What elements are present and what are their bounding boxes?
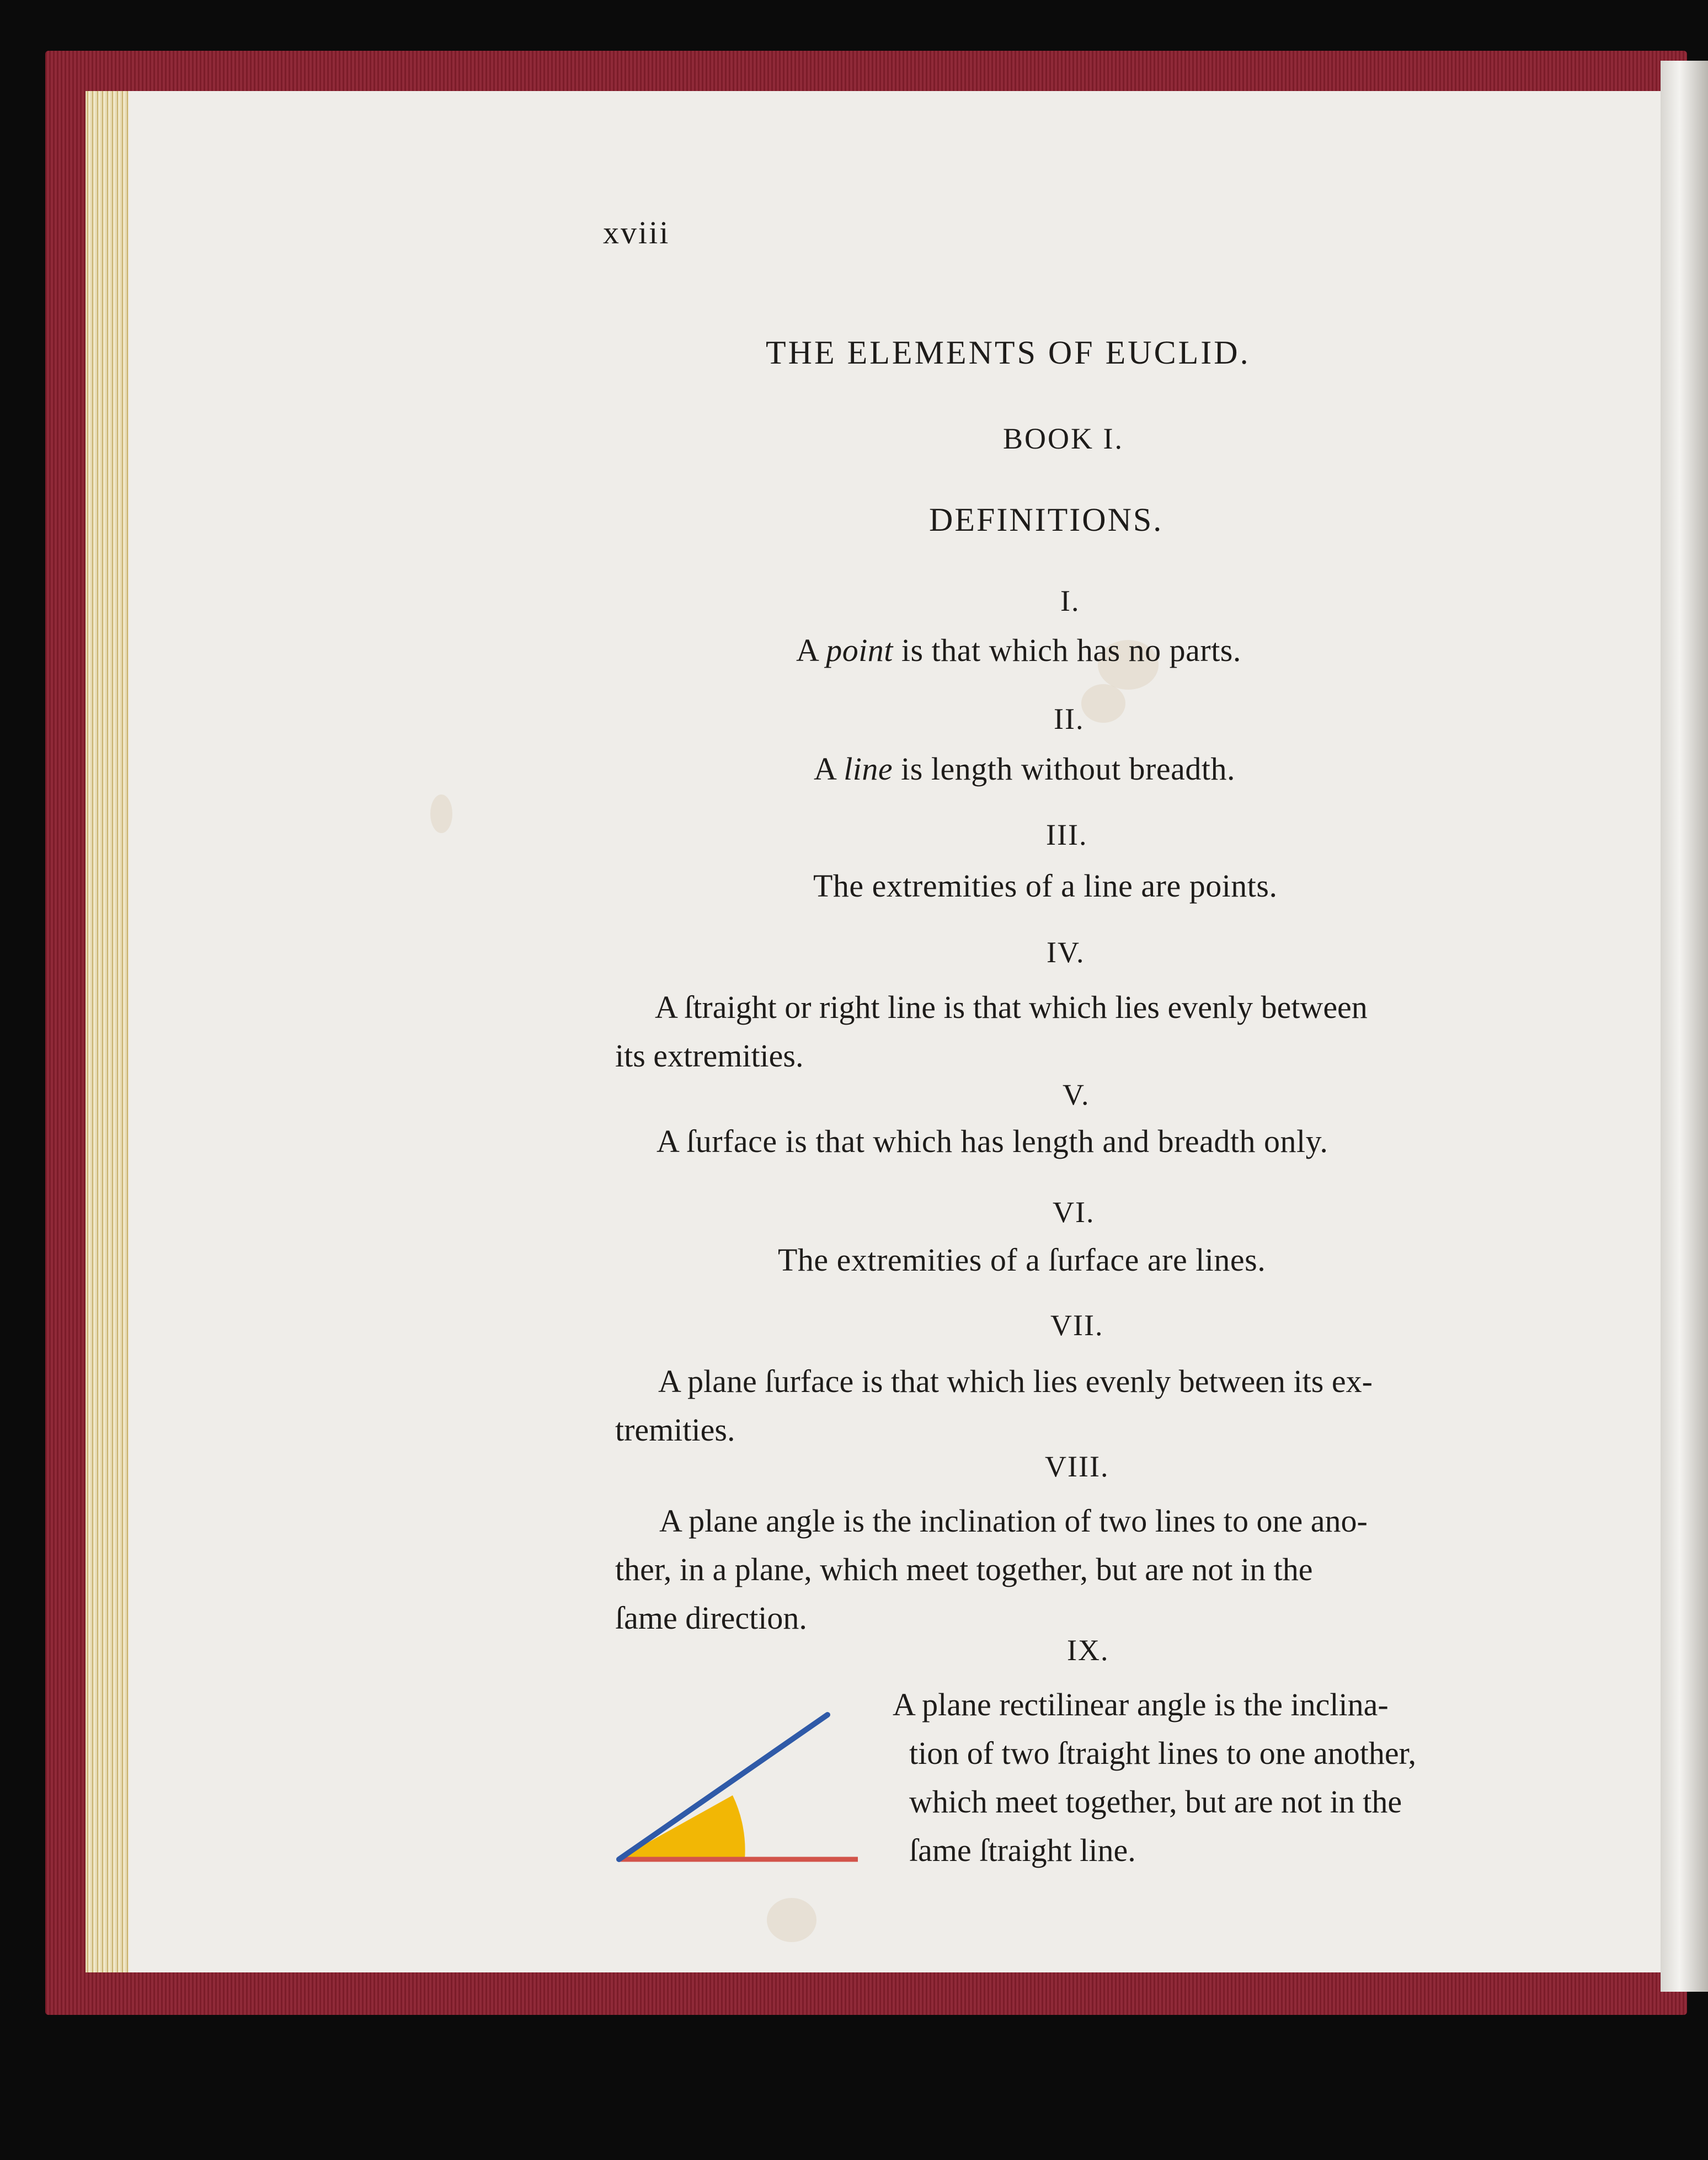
page-number: xviii	[603, 215, 670, 250]
definition-numeral: V.	[1063, 1078, 1090, 1111]
definition-numeral: VI.	[1053, 1196, 1095, 1229]
definition-numeral: VIII.	[1045, 1450, 1109, 1483]
definition-numeral: IX.	[1067, 1634, 1109, 1667]
definition-numeral: VII.	[1050, 1309, 1104, 1342]
book-title: THE ELEMENTS OF EUCLID.	[766, 334, 1251, 371]
facing-page-edge	[1661, 61, 1708, 1992]
definition-text: A ſtraight or right line is that which lies evenly between its extremities.	[615, 989, 1368, 1074]
definition-numeral: III.	[1046, 818, 1088, 851]
definition-numeral: II.	[1054, 702, 1085, 735]
book-number: BOOK I.	[1003, 422, 1124, 455]
definition-text: The extremities of a line are points.	[813, 868, 1278, 904]
definition-text: A ſurface is that which has length and breadth only.	[656, 1123, 1328, 1159]
foxing-stain	[430, 794, 452, 833]
definition-text: A plane angle is the inclination of two lines to one ano- ther, in a plane, which meet together, but are not in the ſame direction.	[615, 1503, 1368, 1636]
definition-text: A point is that which has no parts.	[796, 632, 1241, 668]
angle-figure	[607, 1699, 866, 1865]
definition-numeral: I.	[1060, 584, 1080, 617]
definition-text: A line is length without breadth.	[814, 751, 1235, 787]
definition-text: A plane rectilinear angle is the inclina- tion of two ſtraight lines to one another, which meet together, but are not in the ſame ſtraight line.	[893, 1687, 1417, 1868]
definition-text: A plane ſurface is that which lies evenly between its ex- tremities.	[615, 1363, 1373, 1448]
section-heading: DEFINITIONS.	[929, 502, 1163, 538]
foxing-stain	[767, 1898, 816, 1942]
foxing-stain	[1081, 684, 1125, 723]
definition-text: The extremities of a ſurface are lines.	[778, 1242, 1266, 1278]
definition-numeral: IV.	[1047, 936, 1085, 969]
page-edges	[86, 91, 129, 1972]
